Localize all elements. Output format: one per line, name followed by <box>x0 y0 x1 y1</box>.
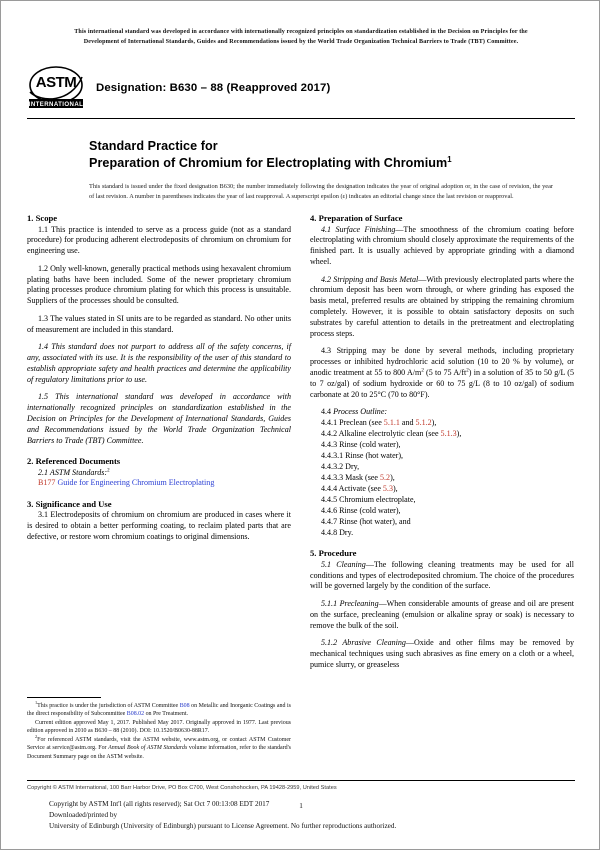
process-outline-item <box>310 440 574 451</box>
astm-logo-icon <box>27 65 85 111</box>
outline-item-number: 4.4.2 <box>321 429 339 439</box>
outline-item-number: 4.4.8 <box>321 527 340 537</box>
process-outline-title: Process Outline: <box>333 407 388 417</box>
outline-item-number: 4.4.3.1 <box>321 451 346 461</box>
page-footer <box>27 780 575 831</box>
process-outline-item <box>310 495 574 506</box>
title-line-2 <box>89 155 575 172</box>
outline-item-text: Rinse (cold water), <box>339 440 401 450</box>
reference-entry-b177[interactable] <box>27 478 291 489</box>
paragraph-5-1-1-label: 5.1.1 Precleaning <box>321 598 379 608</box>
designation-row <box>27 64 575 112</box>
title-line-2-text: Preparation of Chromium for Electroplating with Chromium <box>89 155 448 170</box>
paragraph-5-1-1 <box>310 599 574 632</box>
page-inner <box>27 1 575 851</box>
paragraph-4-3 <box>310 346 574 400</box>
download-line-1: Copyright by ASTM Int'l (all rights reserved); Sat Oct 7 00:13:08 EDT 2017 <box>49 800 270 808</box>
paragraph-5-1-2 <box>310 638 574 671</box>
tbt-notice-line1: This international standard was developed in accordance with internationally recognized principles on standardization established in the Decision on Principles for the <box>74 29 528 35</box>
footnote-1-text-b: on Metallic and Inorganic Coatings and is the direct responsibility of Subcommittee <box>27 702 291 718</box>
footnote-2-marker: 2 <box>35 733 38 739</box>
paragraph-4-1-text: —The smoothness of the chromium coating before electroplating with chromium should closely approximate the requirements of the finished part. It is usually achieved by appropriate grinding with a diamond wheel. <box>310 224 574 267</box>
paragraph-4-3-superscript-1: 2 <box>421 368 424 374</box>
outline-item-text-end: ), <box>392 483 398 493</box>
paragraph-5-1-2-label: 5.1.2 Abrasive Cleaning <box>321 637 406 647</box>
outline-item-text: Alkaline electrolytic clean (see <box>338 429 441 439</box>
process-outline-list <box>310 407 574 538</box>
paragraph-5-1-label: 5.1 Cleaning <box>321 559 366 569</box>
footnote-1-marker: 1 <box>35 699 38 705</box>
paragraph-4-3-superscript-2: 2 <box>466 368 469 374</box>
download-line-3: University of Edinburgh (University of Edinburgh) pursuant to License Agreement. No further reproductions authorized. <box>49 821 397 830</box>
paragraph-4-3-text-b: (5 to 75 A/ft <box>423 368 467 378</box>
outline-item-crossref[interactable]: 5.1.1 <box>383 418 400 428</box>
title-line-1: Standard Practice for <box>89 138 218 153</box>
footnote-current-edition: Current edition approved May 1, 2017. Published May 2017. Originally approved in 1977. Last previous edition approved in 2010 as B630 – 88 (2010). DOI: 10.1520/B0630-88R17. <box>27 719 291 735</box>
paragraph-4-1-label: 4.1 Surface Finishing <box>321 224 396 234</box>
outline-item-number: 4.4.5 <box>321 494 340 504</box>
process-outline-item <box>310 418 574 429</box>
outline-item-conjunction: and <box>399 418 416 428</box>
section-heading-procedure: 5. Procedure <box>310 548 357 559</box>
outline-item-text: Rinse (hot water), <box>345 451 404 461</box>
download-line-2: Downloaded/printed by <box>49 810 118 819</box>
outline-item-text-end: ), <box>431 418 437 428</box>
two-column-body <box>27 213 575 761</box>
outline-item-text: Mask (see <box>345 472 380 482</box>
process-outline-item <box>310 473 574 484</box>
outline-item-text: Preclean (see <box>339 418 384 428</box>
copyright-line: Copyright © ASTM International, 100 Barr Harbor Drive, PO Box C700, West Conshohocken, PA 19428-2959, United States <box>27 785 337 791</box>
paragraph-5-1-text: —The following cleaning treatments may be used for all conditions and types of electrodeposited chromium. The choice of the procedures will be governed largely by the condition of the surface. <box>310 559 574 591</box>
footnote-2 <box>27 733 291 761</box>
footnotes-block <box>27 697 291 761</box>
outline-item-number: 4.4.3.3 <box>321 472 346 482</box>
outline-item-crossref[interactable]: 5.2 <box>380 472 391 482</box>
footer-divider <box>27 780 575 781</box>
process-outline-item <box>310 462 574 473</box>
paragraph-5-1 <box>310 560 574 593</box>
outline-item-number: 4.4.7 <box>321 516 340 526</box>
title-block <box>89 138 575 172</box>
paragraph-4-2-text: —With previously electroplated parts where the chromium deposit has been worn through, or where grinding has exposed the basis metal, preferred results are obtained by stripping the remaining chromium completely. However, it is possible to obtain satisfactory deposits on such substrates by careful attention to details in the pretreatment and electroplating process steps. <box>310 274 575 339</box>
page-number: 1 <box>299 802 303 810</box>
outline-item-text: Rinse (hot water), and <box>339 516 411 526</box>
header-divider <box>27 118 575 119</box>
outline-item-text: Chromium electroplate, <box>339 494 416 504</box>
footnote-1 <box>27 699 291 719</box>
paragraph-4-3-text-c: ) in a solution of 35 to 50 g/L (5 to 7 oz/gal) of sodium hydroxide or 60 to 75 g/L (8 to 10 oz/gal) of sodium carbonate at 20 to 25°C (70 to 80°F). <box>310 368 575 399</box>
title-footnote-marker: 1 <box>447 154 452 164</box>
paragraph-3-1: 3.1 Electrodeposits of chromium on chromium are produced in cases where it is desired to obtain a better performing coating, to reclaim plated parts that are defective, or restore worn chromium coatings to original dimensions. <box>27 510 291 542</box>
outline-item-text: Dry. <box>339 527 354 537</box>
footnote-1-text-c: on Pre Treatment. <box>144 711 188 718</box>
footnote-1-text-a: This practice is under the jurisdiction of ASTM Committee <box>37 702 180 709</box>
paragraph-1-1: 1.1 This practice is intended to serve as a process guide (not as a standard procedure) for producing adherent electrodeposits of chromium on chromium for engineering use. <box>27 224 291 256</box>
section-heading-significance: 3. Significance and Use <box>27 498 112 509</box>
outline-item-text-end: ), <box>456 429 462 439</box>
outline-item-text: Dry, <box>345 462 360 472</box>
outline-item-crossref[interactable]: 5.1.3 <box>440 429 457 439</box>
section-heading-preparation: 4. Preparation of Surface <box>310 213 403 223</box>
process-outline-number: 4.4 <box>321 407 334 417</box>
paragraph-4-2 <box>310 275 574 340</box>
astm-standards-subheading <box>27 468 291 479</box>
section-heading-scope: 1. Scope <box>27 213 58 223</box>
astm-standards-footnote-marker: 2 <box>107 467 110 473</box>
left-column <box>27 213 291 761</box>
outline-item-number: 4.4.3.2 <box>321 462 346 472</box>
outline-item-number: 4.4.4 <box>321 483 339 493</box>
footnote-1-link-b0802[interactable]: B08.02 <box>126 711 145 718</box>
footnote-1-link-b08[interactable]: B08 <box>179 702 190 709</box>
tbt-notice-line2: Development of International Standards, Guides and Recommendations issued by the World Trade Organization Technical Barriers to Trade (TBT) Committee. <box>83 38 519 45</box>
outline-item-number: 4.4.3 <box>321 440 340 450</box>
process-outline-items <box>310 418 574 538</box>
issue-note: This standard is issued under the fixed designation B630; the number immediately following the designation indicates the year of original adoption or, in the case of revision, the year of last revision. A number in parentheses indicates the year of last reapproval. A superscript epsilon (ε) indicates an editorial change since the last revision or reapproval. <box>89 183 553 201</box>
svg-text:INTERNATIONAL: INTERNATIONAL <box>28 100 84 108</box>
outline-item-number: 4.4.1 <box>321 418 340 428</box>
footnote-divider <box>27 697 101 698</box>
astm-standards-label: 2.1 ASTM Standards: <box>38 467 108 477</box>
outline-item-text: Activate (see <box>338 483 383 493</box>
right-column <box>310 213 574 761</box>
tbt-notice <box>27 28 575 48</box>
reference-code-b177[interactable]: B177 <box>38 478 56 488</box>
footnote-2-text-b: volume information, refer to the standard's Document Summary page on the ASTM website. <box>27 745 291 760</box>
outline-item-crossref[interactable]: 5.3 <box>382 483 393 493</box>
paragraph-5-1-1-text: —When considerable amounts of grease and oil are present on the surface, precleaning (emulsion or alkaline spray or soak) is necessary to remove the bulk of the soil. <box>310 598 574 630</box>
paragraph-5-1-2-text: —Oxide and other films may be removed by mechanical techniques using such abrasives as fine emery on a cloth or a wheel, pumice slurry, or greaseless <box>310 637 574 669</box>
paragraph-1-3: 1.3 The values stated in SI units are to be regarded as standard. No other units of measurement are included in this standard. <box>27 313 291 334</box>
process-outline-heading <box>310 407 574 418</box>
paragraph-1-4: 1.4 This standard does not purport to address all of the safety concerns, if any, associated with its use. It is the responsibility of the user of this standard to establish appropriate safety and health practices and determine the applicability of regulatory limitations prior to use. <box>27 342 291 384</box>
process-outline-item <box>310 517 574 528</box>
outline-item-number: 4.4.6 <box>321 505 340 515</box>
process-outline-item <box>310 528 574 539</box>
paragraph-1-5: 1.5 This international standard was developed in accordance with internationally recognized principles on standardization established in the Decision on Principles for the Development of International Standards, Guides and Recommendations issued by the World Trade Organization Technical Barriers to Trade (TBT) Committee. <box>27 392 291 445</box>
footnote-2-text-a: For referenced ASTM standards, visit the ASTM website, www.astm.org, or contact ASTM Customer Service at service@astm.org. For <box>27 736 291 752</box>
section-heading-referenced-documents: 2. Referenced Documents <box>27 456 121 467</box>
paragraph-4-1 <box>310 225 574 269</box>
process-outline-item <box>310 429 574 440</box>
outline-item-crossref[interactable]: 5.1.2 <box>415 418 432 428</box>
paragraph-4-2-label: 4.2 Stripping and Basis Metal <box>321 274 419 284</box>
paragraph-4-3-text-a: 4.3 Stripping may be done by several methods, including proprietary processes or inhibited hydrochloric acid solution (10 to 20 % by volume), or anodic treatment at 55 to 800 A/m <box>310 346 574 378</box>
outline-item-text-end: ), <box>390 472 395 482</box>
reference-title-b177[interactable]: Guide for Engineering Chromium Electroplating <box>57 478 215 488</box>
process-outline-item <box>310 451 574 462</box>
paragraph-1-2: 1.2 Only well-known, generally practical methods using hexavalent chromium plating baths have been included. Some of the newer proprietary chromium plating processes produce chromium plating for which this process is unsuitable. Suppliers of the processes should be consulted. <box>27 263 291 306</box>
designation-label: Designation: B630 – 88 (Reapproved 2017) <box>96 81 331 94</box>
process-outline-item <box>310 484 574 495</box>
outline-item-text: Rinse (cold water), <box>339 505 401 515</box>
svg-text:ASTM: ASTM <box>35 73 77 91</box>
process-outline-item <box>310 506 574 517</box>
footnote-2-italic: Annual Book of ASTM Standards <box>108 745 188 752</box>
